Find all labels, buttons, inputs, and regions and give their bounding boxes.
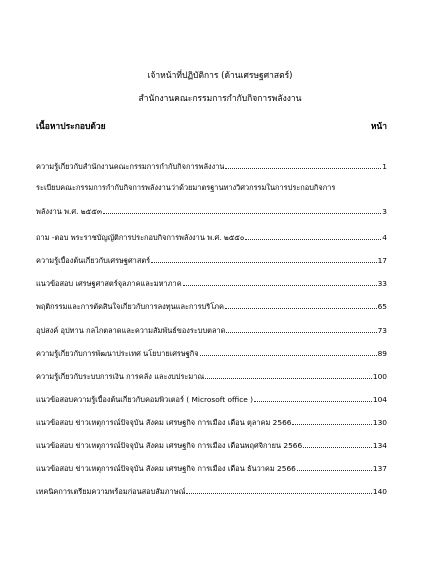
toc-entry[interactable]: [36, 486, 387, 496]
toc-entry-page: 104: [372, 395, 387, 404]
toc-entry[interactable]: [36, 278, 387, 288]
toc-leader-dots: [151, 255, 376, 263]
toc-entry[interactable]: [36, 255, 387, 265]
toc-entry-page: 3: [382, 207, 387, 216]
toc-entry-page: 134: [372, 441, 387, 450]
toc-entry[interactable]: [36, 325, 387, 335]
toc-entry-page: 4: [382, 233, 387, 242]
toc-entry[interactable]: [36, 232, 387, 242]
toc-entry-title: ความรู้เบื้องต้นเกี่ยวกับเศรษฐศาสตร์: [36, 256, 151, 265]
toc-leader-dots: [186, 486, 371, 494]
toc-entry-title: เทคนิคการเตรียมความพร้อมก่อนสอบสัมภาษณ์: [36, 487, 186, 496]
toc-entry-title: ความรู้เกี่ยวกับการพัฒนาประเทศ นโยบายเศรษฐกิจ: [36, 349, 199, 358]
toc-leader-dots: [292, 417, 371, 425]
toc-entry-title: อุปสงค์ อุปทาน กลไกตลาดและความสัมพันธ์ของระบบตลาด: [36, 326, 226, 335]
toc-leader-dots: [245, 232, 381, 240]
toc-entry-page: 1: [382, 162, 387, 171]
toc-leader-dots: [103, 206, 381, 214]
toc-entry-title-line1: ระเบียบคณะกรรมการกำกับกิจการพลังงานว่าด้วยมาตรฐานทางวิศวกรรมในการประกอบกิจการ: [36, 183, 336, 192]
toc-entry-page: 65: [377, 302, 387, 311]
toc-entry-title: ถาม -ตอบ พระราชบัญญัติการประกอบกิจการพลังงาน พ.ศ. ๒๕๕๐: [36, 233, 245, 242]
page-heading: หน้า: [370, 122, 387, 132]
toc-entry-title: ความรู้เกี่ยวกับสำนักงานคณะกรรมการกำกับกิจการพลังงาน: [36, 162, 225, 171]
toc-leader-dots: [200, 348, 377, 356]
toc-entry[interactable]: [36, 440, 387, 450]
toc-entry-page: 73: [377, 326, 387, 335]
toc-entry-page: 100: [372, 372, 387, 381]
toc-entry-page: 130: [372, 418, 387, 427]
toc-entry[interactable]: [36, 371, 387, 381]
toc-entry-title: พฤติกรรมและการตัดสินใจเกี่ยวกับการลงทุนและการบริโภค: [36, 302, 224, 311]
toc-leader-dots: [225, 161, 381, 169]
toc-entry[interactable]: [36, 161, 387, 171]
toc-entry[interactable]: [36, 183, 387, 216]
toc-leader-dots: [254, 394, 372, 402]
contents-heading: เนื้อหาประกอบด้วย: [36, 122, 106, 132]
toc-entry-page: 33: [377, 279, 387, 288]
toc-leader-dots: [225, 301, 377, 309]
office-title: สำนักงานคณะกรรมการกำกับกิจการพลังงาน: [138, 94, 302, 104]
toc-leader-dots: [205, 371, 372, 379]
toc-entry-page: 140: [372, 487, 387, 496]
toc-leader-dots: [183, 278, 377, 286]
toc-leader-dots: [297, 463, 372, 471]
toc-entry-page: 89: [377, 349, 387, 358]
toc-entry-title: แนวข้อสอบความรู้เบื้องต้นเกี่ยวกับคอมพิวเตอร์ ( Microsoft office ): [36, 395, 254, 404]
toc-entry-title: แนวข้อสอบ ข่าวเหตุการณ์ปัจจุบัน สังคม เศรษฐกิจ การเมือง เดือนพฤศจิกายน 2566: [36, 441, 303, 450]
toc-entry[interactable]: [36, 301, 387, 311]
toc-entry-page: 17: [377, 256, 387, 265]
toc-entry-title: แนวข้อสอบ ข่าวเหตุการณ์ปัจจุบัน สังคม เศรษฐกิจ การเมือง เดือน ตุลาคม 2566: [36, 418, 292, 427]
toc-entry-page: 137: [372, 464, 387, 473]
toc-entry-title: แนวข้อสอบ เศรษฐศาสตร์จุลภาคและมหาภาค: [36, 279, 182, 288]
toc-entry[interactable]: [36, 348, 387, 358]
toc-entry-title: แนวข้อสอบ ข่าวเหตุการณ์ปัจจุบัน สังคม เศรษฐกิจ การเมือง เดือน ธันวาคม 2566: [36, 464, 296, 473]
toc-entry-title: ความรู้เกี่ยวกับระบบการเงิน การคลัง และงบประมาณ: [36, 372, 205, 381]
toc-entry[interactable]: [36, 417, 387, 427]
position-title: เจ้าหน้าที่ปฏิบัติการ (ด้านเศรษฐศาสตร์): [147, 71, 293, 81]
toc-entry[interactable]: [36, 394, 387, 404]
toc-entry-title: พลังงาน พ.ศ. ๒๕๕๓: [36, 207, 102, 216]
toc-leader-dots: [226, 325, 376, 333]
toc-entry[interactable]: [36, 463, 387, 473]
toc-leader-dots: [303, 440, 372, 448]
